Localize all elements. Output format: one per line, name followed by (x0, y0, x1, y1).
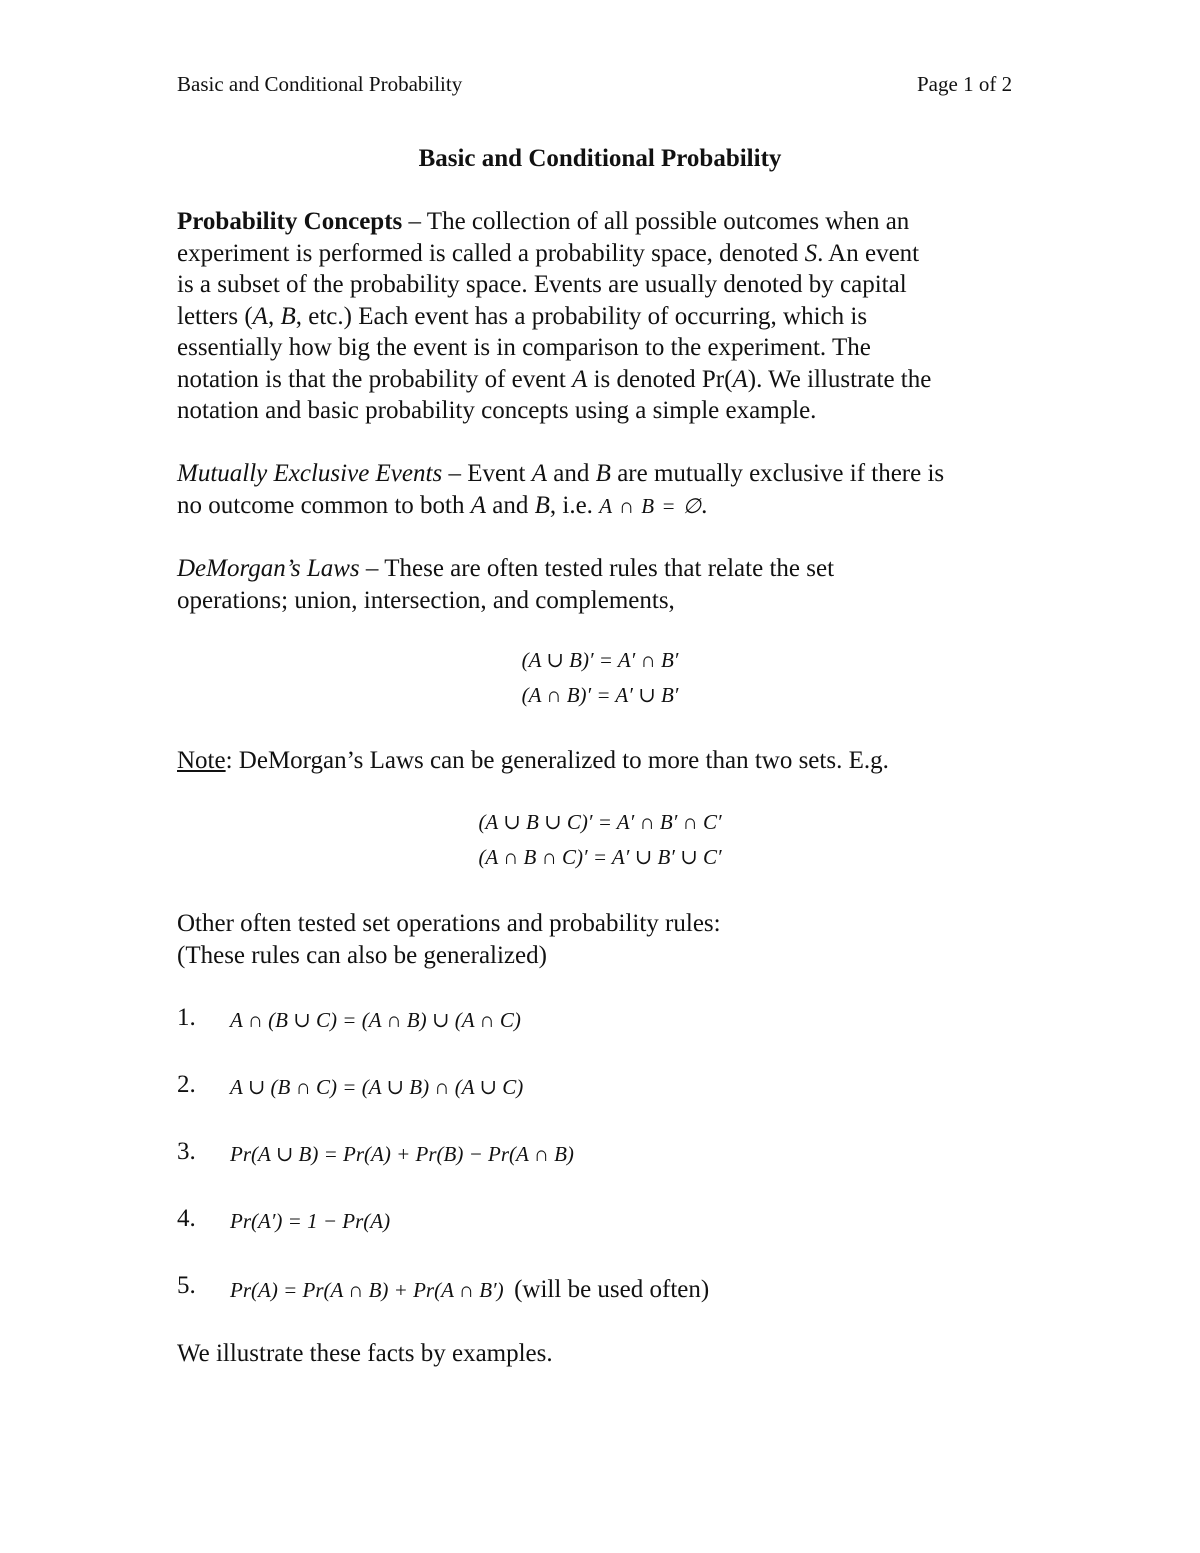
demorgan-heading: DeMorgan’s Laws (177, 555, 360, 582)
rule-2-formula: A ∪ (B ∩ C) = (A ∪ B) ∩ (A ∪ C) (230, 1075, 524, 1099)
demorgan-paragraph (177, 553, 834, 616)
rule-3-number: 3. (177, 1138, 196, 1165)
concepts-line-7: notation and basic probability concepts using a simple example. (177, 397, 817, 424)
mutual-paragraph (177, 458, 944, 522)
demorgan-line-2: operations; union, intersection, and complements, (177, 586, 675, 614)
rule-3-formula: Pr(A ∪ B) = Pr(A) + Pr(B) − Pr(A ∩ B) (230, 1142, 574, 1166)
concepts-heading: Probability Concepts (177, 208, 403, 235)
rule-1-formula: A ∩ (B ∪ C) = (A ∩ B) ∪ (A ∩ C) (230, 1008, 521, 1032)
closing-paragraph: We illustrate these facts by examples. (177, 1340, 553, 1367)
concepts-line-5: essentially how big the event is in comparison to the experiment. The (177, 334, 871, 361)
rule-4-number: 4. (177, 1205, 196, 1232)
rule-2-number: 2. (177, 1071, 196, 1098)
demorgan-equation-1: (A ∪ B)′ = A′ ∩ B′ (521, 648, 679, 672)
header-left: Basic and Conditional Probability (177, 72, 463, 96)
empty-intersection-formula: A ∩ B = ∅ (599, 493, 702, 518)
note-label: Note (177, 747, 226, 774)
rule-5-formula: Pr(A) = Pr(A ∩ B) + Pr(A ∩ B′) (will be used often) (230, 1276, 710, 1303)
mutual-line-1: Mutually Exclusive Events – Event A and B are mutually exclusive if there is (177, 460, 945, 487)
other-rules-intro (177, 908, 721, 971)
concepts-line-1: Probability Concepts – The collection of all possible outcomes when an (177, 208, 910, 235)
mutual-heading: Mutually Exclusive Events (177, 460, 443, 487)
rule-4-formula: Pr(A′) = 1 − Pr(A) (230, 1209, 391, 1233)
demorgan-line-1: DeMorgan’s Laws – These are often tested rules that relate the set (177, 555, 835, 582)
other-line-2: (These rules can also be generalized) (177, 941, 547, 969)
page-title: Basic and Conditional Probability (418, 145, 782, 172)
concepts-line-2: experiment is performed is called a probability space, denoted S. An event (177, 239, 920, 267)
concepts-line-4: letters (A, B, etc.) Each event has a probability of occurring, which is (177, 302, 868, 330)
concepts-line-3: is a subset of the probability space. Events are usually denoted by capital (177, 271, 907, 298)
note-paragraph: Note: DeMorgan’s Laws can be generalized to more than two sets. E.g. (177, 747, 889, 774)
rule-5-note: (will be used often) (514, 1276, 710, 1303)
note-equation-1: (A ∪ B ∪ C)′ = A′ ∩ B′ ∩ C′ (478, 810, 722, 834)
concepts-line-6: notation is that the probability of event A is denoted Pr(A). We illustrate the (177, 365, 932, 393)
note-equation-2: (A ∩ B ∩ C)′ = A′ ∪ B′ ∪ C′ (478, 845, 722, 869)
rule-5-number: 5. (177, 1272, 196, 1299)
page-number: Page 1 of 2 (917, 72, 1013, 96)
mutual-line-2: no outcome common to both A and B, i.e. A ∩ B = ∅. (177, 491, 708, 519)
other-line-1: Other often tested set operations and probability rules: (177, 910, 721, 937)
rule-1-number: 1. (177, 1004, 196, 1031)
demorgan-equation-2: (A ∩ B)′ = A′ ∪ B′ (521, 683, 679, 707)
concepts-paragraph (177, 206, 931, 427)
